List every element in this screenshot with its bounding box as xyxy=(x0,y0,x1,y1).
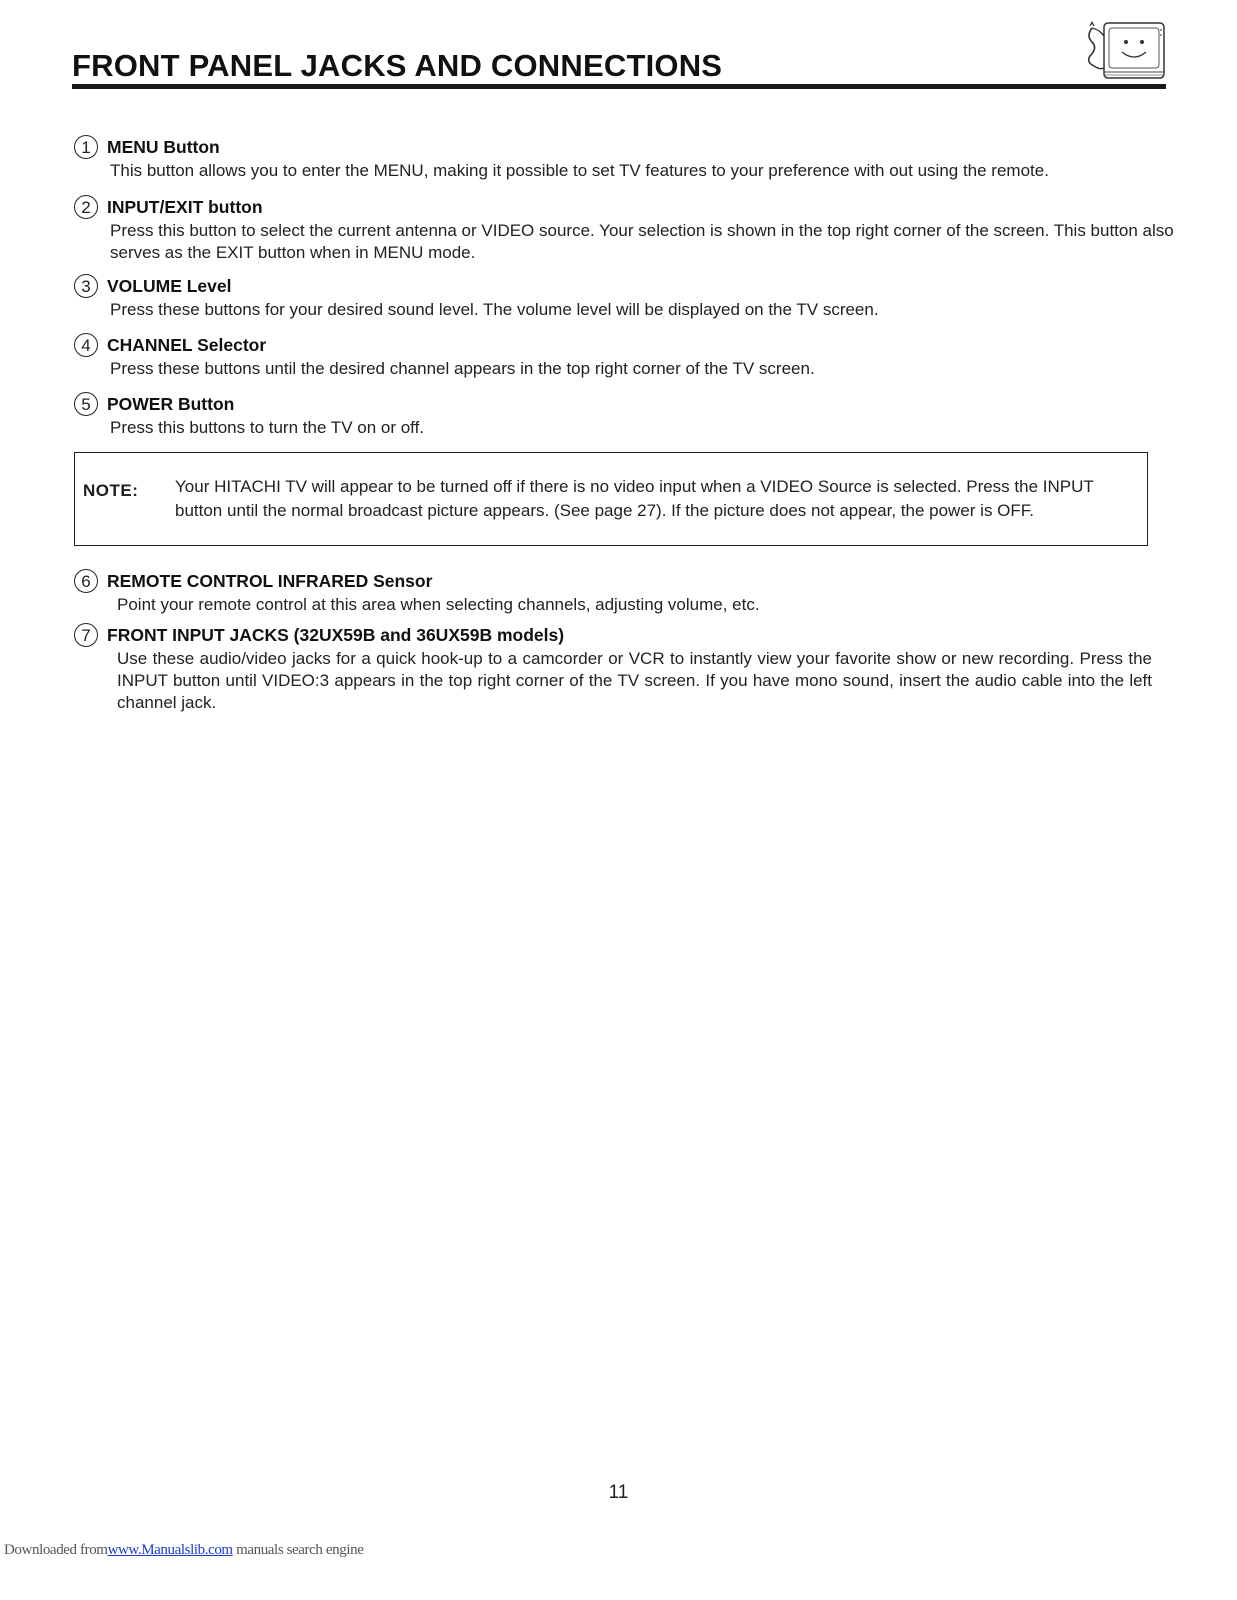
number-circle: 1 xyxy=(74,135,98,159)
note-box xyxy=(74,452,1148,546)
item-title: REMOTE CONTROL INFRARED Sensor xyxy=(107,570,433,591)
page-title: FRONT PANEL JACKS AND CONNECTIONS xyxy=(72,48,723,83)
item-menu-button xyxy=(74,134,1174,182)
item-description: Point your remote control at this area when selecting channels, adjusting volume, etc. xyxy=(117,595,760,614)
item-description: Press these buttons for your desired sound level. The volume level will be displayed on the TV screen. xyxy=(110,300,879,319)
item-remote-sensor xyxy=(74,568,1174,616)
item-description: Press this buttons to turn the TV on or off. xyxy=(110,418,425,437)
tv-mascot-icon xyxy=(1082,20,1168,84)
number-circle: 4 xyxy=(74,333,98,357)
item-description: Press this button to select the current antenna or VIDEO source. Your selection is shown in the top right corner of the screen. This button also serves as the EXIT button when in MENU mode. xyxy=(110,221,1174,262)
item-volume-level xyxy=(74,273,1174,321)
page-number: 11 xyxy=(608,1482,629,1503)
title-divider xyxy=(72,84,1166,89)
item-description: Use these audio/video jacks for a quick hook-up to a camcorder or VCR to instantly view your favorite show or new recording. Press the INPUT button until VIDEO:3 appears in the top right corner of the TV screen. If you have mono sound, insert the audio cable into the left channel jack. xyxy=(117,649,1152,712)
item-title: FRONT INPUT JACKS (32UX59B and 36UX59B models) xyxy=(107,624,565,645)
item-power-button xyxy=(74,391,1174,439)
number-circle: 7 xyxy=(74,623,98,647)
number-circle: 2 xyxy=(74,195,98,219)
item-title: POWER Button xyxy=(107,393,235,414)
footer-prefix: Downloaded from xyxy=(4,1542,108,1558)
item-channel-selector xyxy=(74,332,1174,380)
number-circle: 3 xyxy=(74,274,98,298)
note-label: NOTE: xyxy=(83,481,139,500)
item-title: MENU Button xyxy=(107,136,220,157)
download-footer xyxy=(4,1542,363,1559)
number-circle: 6 xyxy=(74,569,98,593)
manualslib-link[interactable]: www.Manualslib.com xyxy=(107,1542,233,1558)
item-title: INPUT/EXIT button xyxy=(107,196,263,217)
item-description: This button allows you to enter the MENU, making it possible to set TV features to your preference with out using the remote. xyxy=(110,161,1049,180)
footer-suffix: manuals search engine xyxy=(232,1542,364,1558)
item-title: VOLUME Level xyxy=(107,275,232,296)
item-description: Press these buttons until the desired channel appears in the top right corner of the TV screen. xyxy=(110,359,815,378)
number-circle: 5 xyxy=(74,392,98,416)
note-text: Your HITACHI TV will appear to be turned off if there is no video input when a VIDEO Source is selected. Press the INPUT button until the normal broadcast picture appears. (See page 27). If the picture does not appear, the power is OFF. xyxy=(175,477,1094,520)
item-input-exit-button xyxy=(74,194,1174,264)
item-front-input-jacks xyxy=(74,622,1152,714)
item-title: CHANNEL Selector xyxy=(107,334,267,355)
